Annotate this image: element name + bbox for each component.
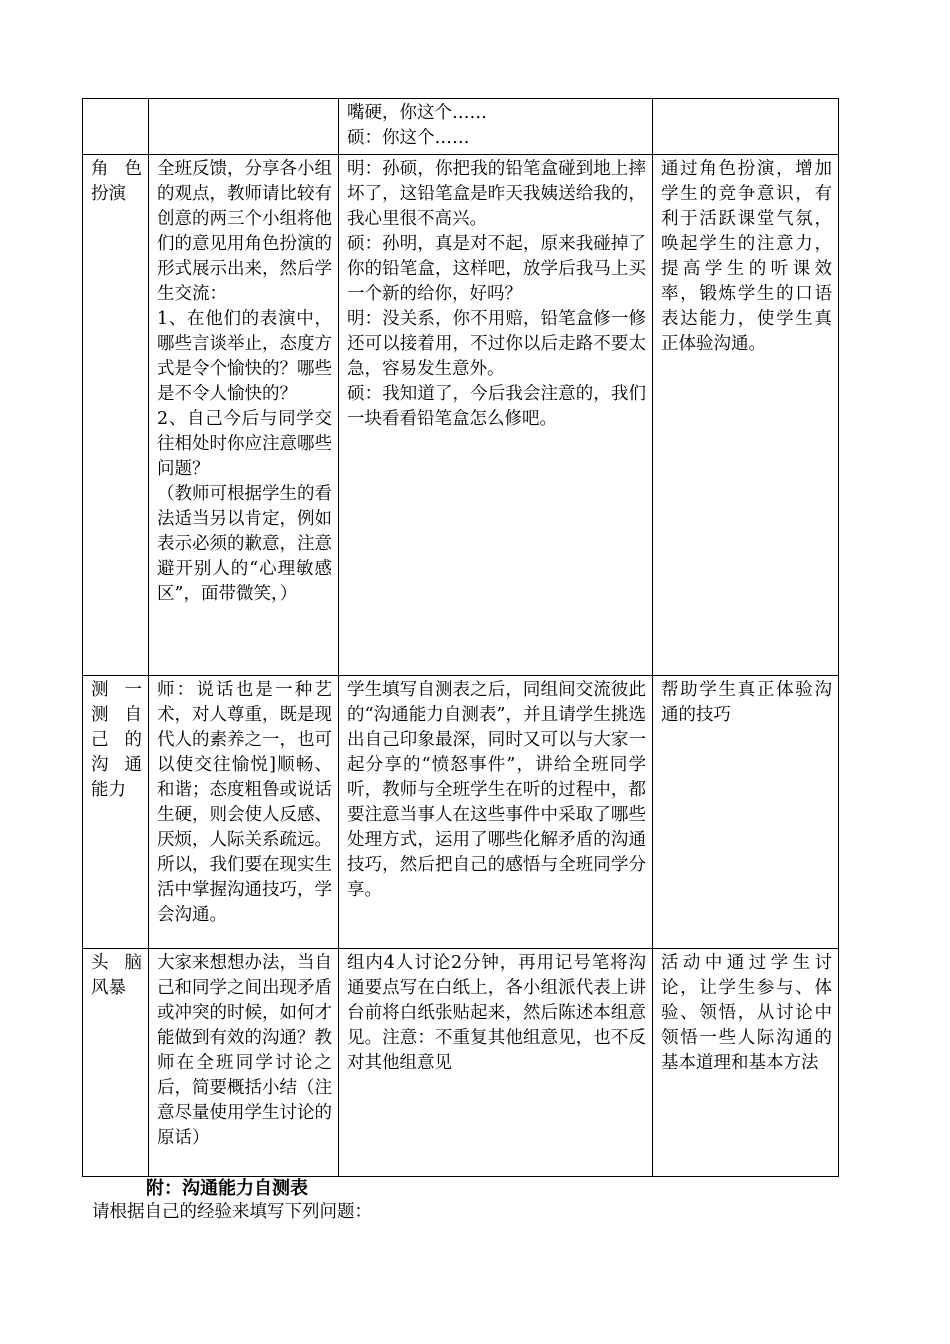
content-line: 组内4人讨论2分钟，再用记号笔将沟通要点写在白纸上，各小组派代表上讲台前将白纸张贴起来，然后陈述本组意见。注意：不重复其他组意见，也不反对其他组意见 bbox=[347, 953, 646, 1073]
content-cell bbox=[339, 676, 653, 949]
content-cell bbox=[339, 155, 653, 676]
dialogue-line: 明：没关系，你不用赔，铅笔盒修一修还可以接着用，不过你以后走路不要太急，容易发生意外。 bbox=[347, 309, 646, 379]
activity-line: （教师可根据学生的看法适当另以肯定，例如表示必须的歉意，注意避开别人的“心理敏感区”，面带微笑，） bbox=[157, 484, 332, 604]
stage-cell: 角色扮演 bbox=[83, 155, 149, 676]
appendix-instruction: 请根据自己的经验来填写下列问题： bbox=[92, 1202, 372, 1222]
dialogue-line: 硕：孙明，真是对不起，原来我碰掉了你的铅笔盒，这样吧，放学后我马上买一个新的给你，好吗？ bbox=[347, 234, 646, 304]
dialogue-line: 明：孙硕，你把我的铅笔盒碰到地上摔坏了，这铅笔盒是昨天我姨送给我的，我心里很不高兴。 bbox=[347, 159, 646, 229]
appendix-title: 附：沟通能力自测表 bbox=[146, 1178, 308, 1199]
stage-cell: 测一测自己的沟通能力 bbox=[83, 676, 149, 949]
activity-cell bbox=[149, 949, 339, 1177]
activity-line: 师：说话也是一种艺术，对人尊重，既是现代人的素养之一，也可以使交往愉悦]顺畅、和谐；态度粗鲁或说话生硬，则会使人反感、厌烦，人际关系疏远。所以，我们要在现实生活中掌握沟通技巧，学会沟通。 bbox=[157, 680, 332, 925]
activity-line: 全班反馈，分享各小组的观点，教师请比较有创意的两三个小组将他们的意见用角色扮演的形式展示出来，然后学生交流： bbox=[157, 159, 332, 304]
purpose-cell: 活动中通过学生讨论，让学生参与、体验、领悟，从讨论中领悟一些人际沟通的基本道理和基本方法 bbox=[653, 949, 839, 1177]
activity-line: 1、在他们的表演中，哪些言谈举止，态度方式是令个愉快的？哪些是不令人愉快的？ bbox=[157, 309, 332, 404]
dialogue-line: 硕：我知道了，今后我会注意的，我们一块看看铅笔盒怎么修吧。 bbox=[347, 384, 646, 429]
activity-line: 大家来想想办法，当自己和同学之间出现矛盾或冲突的时候，如何才能做到有效的沟通？教师在全班同学讨论之后，简要概括小结（注意尽量使用学生讨论的原话） bbox=[157, 953, 332, 1148]
table-row bbox=[83, 99, 839, 155]
activity-cell bbox=[149, 155, 339, 676]
content-cell bbox=[339, 99, 653, 155]
activity-line: 2、自己今后与同学交往相处时你应注意哪些问题？ bbox=[157, 409, 332, 479]
stage-cell bbox=[83, 99, 149, 155]
content-line: 硕：你这个…… bbox=[347, 128, 470, 148]
purpose-cell: 帮助学生真正体验沟通的技巧 bbox=[653, 676, 839, 949]
table-row bbox=[83, 155, 839, 676]
stage-cell: 头脑风暴 bbox=[83, 949, 149, 1177]
table-row bbox=[83, 949, 839, 1177]
activity-cell bbox=[149, 99, 339, 155]
purpose-cell: 通过角色扮演，增加学生的竞争意识，有利于活跃课堂气氛，唤起学生的注意力，提高学生的听课效率，锻炼学生的口语表达能力，使学生真正体验沟通。 bbox=[653, 155, 839, 676]
purpose-cell bbox=[653, 99, 839, 155]
lesson-plan-table bbox=[82, 98, 839, 1177]
table-row bbox=[83, 676, 839, 949]
content-cell bbox=[339, 949, 653, 1177]
activity-cell bbox=[149, 676, 339, 949]
content-line: 嘴硬，你这个…… bbox=[347, 103, 487, 123]
content-line: 学生填写自测表之后，同组间交流彼此的“沟通能力自测表”，并且请学生挑选出自己印象最深，同时又可以与大家一起分享的“愤怒事件”，讲给全班同学听，教师与全班学生在听的过程中，都要注意当事人在这些事件中采取了哪些处理方式，运用了哪些化解矛盾的沟通技巧，然后把自己的感悟与全班同学分享。 bbox=[347, 680, 646, 900]
